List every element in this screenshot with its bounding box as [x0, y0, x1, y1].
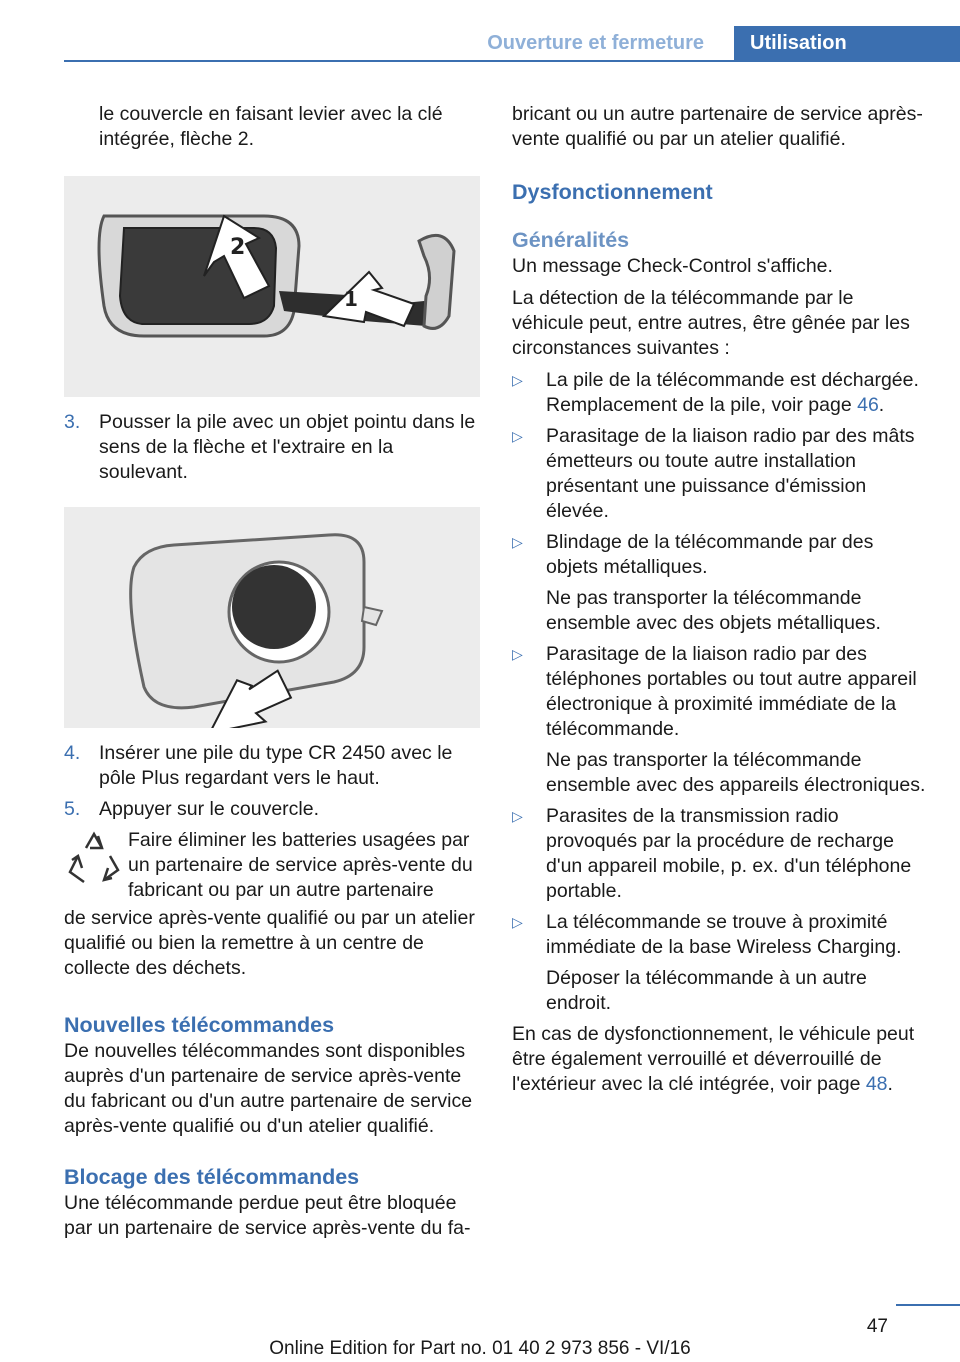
- page-link-48[interactable]: 48: [865, 1073, 888, 1095]
- edition-footer: Online Edition for Part no. 01 40 2 973 856 - VI/16: [269, 1338, 691, 1359]
- bullet-arrow-icon: ▷: [512, 646, 523, 662]
- step-4: [64, 741, 480, 791]
- heading-new-remotes: Nouvelles télécommandes: [64, 1013, 335, 1037]
- bullet-item: [512, 910, 928, 1016]
- recycle-icon: [64, 828, 128, 906]
- recycling-note: [64, 828, 480, 906]
- step-5-text: Appuyer sur le couvercle.: [99, 798, 320, 820]
- bullet-item: ▷ La pile de la télécommande est déchargée. Remplacement de la pile, voir page 46.: [512, 369, 919, 416]
- intro-text: le couvercle en faisant levier avec la clé intégrée, flèche 2.: [99, 103, 443, 150]
- recycling-text-continued: de service après-vente qualifié ou par un atelier qualifié ou bien la remettre à un centre de collecte des déchets.: [64, 907, 475, 979]
- bullet-3-subtext: Ne pas transporter la télécommande ensemble avec des objets métalliques.: [546, 587, 881, 634]
- heading-malfunction: Dysfonctionnement: [512, 180, 713, 204]
- step-3-text: Pousser la pile avec un objet pointu dans le sens de la flèche et l'extraire en la soulevant.: [99, 411, 476, 483]
- page-number: 47: [866, 1316, 888, 1337]
- step-5-number: 5.: [64, 798, 81, 820]
- left-column: [64, 102, 480, 1241]
- heading-general: Généralités: [512, 228, 630, 252]
- bullet-6-subtext: Déposer la télécommande à un autre endroit.: [546, 967, 867, 1014]
- bullet-item: [512, 424, 928, 524]
- heading-block-remotes: Blocage des télécommandes: [64, 1165, 360, 1189]
- header-chapter-tab: Utilisation: [734, 26, 960, 62]
- bullet-4-subtext: Ne pas transporter la télécommande ensemble avec des appareils électroniques.: [546, 749, 926, 796]
- battery-illustration: [64, 507, 480, 728]
- step-5: [64, 797, 480, 822]
- page-header: [0, 26, 960, 62]
- header-rule: [64, 60, 960, 62]
- general-text-2: La détection de la télécommande par le véhicule peut, entre autres, être gênée par les circonstances suivantes :: [512, 287, 910, 359]
- bullet-2-text: Parasitage de la liaison radio par des mâts émetteurs ou toute autre installation présentant une puissance d'émission élevée.: [546, 425, 915, 522]
- key-open-illustration: [64, 176, 480, 397]
- bullet-6-text: La télécommande se trouve à proximité immédiate de la base Wireless Charging.: [546, 911, 902, 958]
- closing-text: En cas de dysfonctionnement, le véhicule peut être également verrouillé et déverrouillé de l'extérieur avec la clé intégrée, voir page 48.: [512, 1023, 915, 1095]
- recycling-text: Faire éliminer les batteries usagées par un partenaire de service après-vente du fabricant ou par un autre partenaire: [128, 829, 473, 901]
- figure-remove-battery: [64, 507, 480, 728]
- header-section-title: Ouverture et fermeture: [487, 32, 704, 54]
- page-link-46[interactable]: 46: [857, 394, 879, 416]
- bullet-item: [512, 530, 928, 636]
- right-column: [512, 102, 928, 1097]
- step-3-number: 3.: [64, 411, 81, 433]
- figure-label-2: 2: [230, 235, 246, 260]
- footer-rule: [896, 1304, 960, 1306]
- bullet-item: [512, 642, 928, 798]
- new-remotes-text: De nouvelles télécommandes sont disponibles auprès d'un partenaire de service après-vente du fabricant ou d'un autre partenaire de service après-vente qualifié ou d'un atelier qualifié.: [64, 1040, 473, 1137]
- step-3: [64, 410, 480, 485]
- figure-label-1: 1: [344, 287, 358, 311]
- bullet-arrow-icon: ▷: [512, 428, 523, 444]
- bullet-1-text: La pile de la télécommande est déchargée. Remplacement de la pile, voir page: [546, 369, 919, 416]
- bullet-5-text: Parasites de la transmission radio provoqués par la procédure de recharge d'un appareil mobile, p. ex. d'un téléphone portable.: [546, 805, 912, 902]
- bullet-arrow-icon: ▷: [512, 808, 523, 824]
- bullet-arrow-icon: ▷: [512, 372, 523, 388]
- bullet-arrow-icon: ▷: [512, 534, 523, 550]
- step-4-text: Insérer une pile du type CR 2450 avec le pôle Plus regardant vers le haut.: [99, 742, 453, 789]
- bullet-3-text: Blindage de la télécommande par des objets métalliques.: [546, 531, 874, 578]
- step-4-number: 4.: [64, 742, 81, 764]
- block-remotes-text: Une télécommande perdue peut être bloquée par un partenaire de service après-vente du fa-: [64, 1192, 471, 1239]
- bullet-item: [512, 804, 928, 904]
- figure-open-cover: [64, 176, 480, 397]
- bullet-arrow-icon: ▷: [512, 914, 523, 930]
- general-text-1: Un message Check-Control s'affiche.: [512, 255, 833, 277]
- continuation-text: bricant ou un autre partenaire de service après-vente qualifié ou par un atelier qualifié.: [512, 103, 923, 150]
- bullet-4-text: Parasitage de la liaison radio par des téléphones portables ou tout autre appareil électronique à proximité immédiate de la télécommande.: [546, 643, 917, 740]
